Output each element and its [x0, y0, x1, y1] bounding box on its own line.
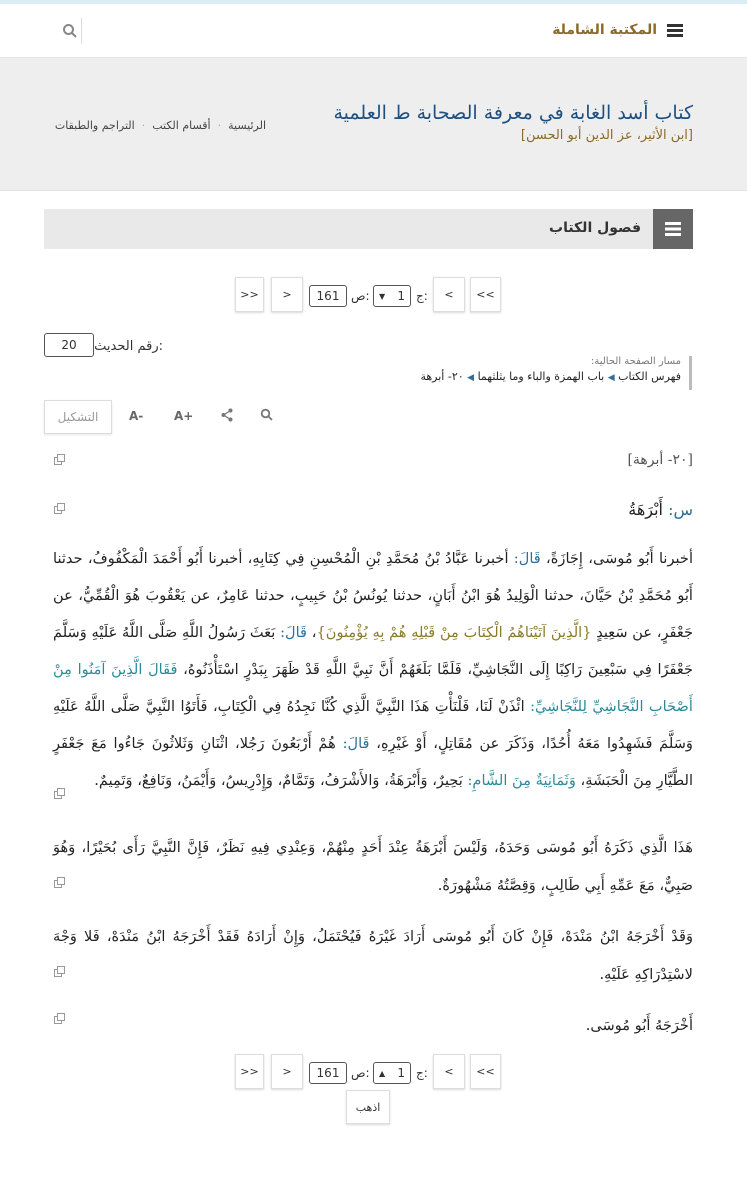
book-author[interactable]: [ابن الأثير، عز الدين أبو الحسن]: [520, 128, 693, 143]
commentary-paragraph: وَقَدْ أَخْرَجَهُ ابْنُ مَنْدَهْ، فَإِنْ كَانَ أَبُو مُوسَى أَرَادَ غَيْرَهُ فَيُحْتَمَلُ، وَإِنْ أَرَادَهُ فَقَدْ أَخْرَجَهُ ابْنُ مَنْدَهْ، فَلا وَجْهَ لاسْتِدْرَاكِهِ عَلَيْهِ.: [53, 928, 693, 983]
go-button[interactable]: اذهب: [346, 1090, 390, 1124]
commentary-paragraph: هَذَا الَّذِي ذَكَرَهُ أَبُو مُوسَى وَحَدَهُ، وَلَيْسَ أَبْرَهَةُ عِنْدَ أَحَدٍ مِنْهُمْ، وَعِنْدِي فِيهِ نَظَرٌ، فَإِنَّ النَّبِيَّ رَأَى بُحَيْرًا، وَهُوَ صَبِيٌّ، مَعَ عَمِّهِ أَبِي طَالِبٍ، وَقِصَّتُهُ مَشْهُورَةٌ.: [53, 839, 693, 894]
volume-label: ج:: [416, 289, 428, 303]
path-item[interactable]: فهرس الكتاب: [618, 370, 681, 383]
pager-last-button[interactable]: >>: [235, 277, 264, 312]
volume-label: ج:: [416, 1066, 428, 1080]
list-icon: [653, 209, 693, 249]
breadcrumb: الرئيسية·أقسام الكتب·التراجم والطبقات: [54, 119, 266, 132]
chevron-up-icon: ▲: [379, 1068, 386, 1078]
book-title[interactable]: كتاب أسد الغابة في معرفة الصحابة ط العلمية: [333, 102, 693, 124]
font-decrease-button[interactable]: A-: [129, 409, 144, 423]
pager-next-button[interactable]: >: [271, 277, 303, 312]
volume-select[interactable]: ▼ 1: [373, 285, 411, 307]
search-icon: [62, 23, 78, 39]
hadith-number-input[interactable]: 20: [44, 333, 94, 357]
share-icon[interactable]: [221, 408, 233, 425]
chapters-panel-label: فصول الكتاب: [549, 220, 641, 236]
tashkeel-button[interactable]: التشكيل: [44, 400, 112, 434]
text-toolbar: [44, 400, 274, 434]
entry-heading: [٢٠- أبرهة]: [627, 452, 693, 468]
breadcrumb-home[interactable]: الرئيسية: [228, 119, 266, 132]
commentary-paragraph: أَخْرَجَهُ أَبُو مُوسَى.: [585, 1017, 693, 1034]
chevron-left-icon: ◀: [607, 373, 615, 383]
breadcrumb-sections[interactable]: أقسام الكتب: [152, 119, 211, 132]
path-item[interactable]: ٢٠- أبرهة: [420, 370, 464, 383]
page-input[interactable]: 161: [309, 285, 347, 307]
pager-first-button[interactable]: <<: [470, 1054, 501, 1089]
path-item[interactable]: باب الهمزة والباء وما يثلثهما: [477, 370, 605, 383]
pager-next-button[interactable]: >: [271, 1054, 303, 1089]
pager-prev-button[interactable]: <: [433, 277, 465, 312]
chevron-left-icon: ◀: [467, 373, 475, 383]
page-label: ص:: [351, 289, 370, 303]
path-heading: مسار الصفحة الحالية:: [590, 356, 681, 367]
volume-select[interactable]: ▲ 1: [373, 1062, 411, 1084]
site-brand[interactable]: المكتبة الشاملة: [552, 22, 657, 38]
hadith-number-label: رقم الحديث:: [94, 339, 163, 354]
page-label: ص:: [351, 1066, 370, 1080]
pager-first-button[interactable]: <<: [470, 277, 501, 312]
page-input[interactable]: 161: [309, 1062, 347, 1084]
current-path: [402, 356, 692, 390]
font-increase-button[interactable]: A+: [174, 409, 194, 423]
menu-icon[interactable]: [667, 24, 683, 37]
entry-name-paragraph: س: أَبْرَهَةُ: [628, 500, 693, 519]
pager-last-button[interactable]: >>: [235, 1054, 264, 1089]
chapters-panel[interactable]: [44, 209, 693, 249]
pager-prev-button[interactable]: <: [433, 1054, 465, 1089]
narration-paragraph: أخبرنا أَبُو مُوسَى، إِجَازَةً، قَالَ: أخبرنا عَبَّادُ بْنُ مُحَمَّدِ بْنِ الْمُحْسِنِ فِي كِتَابِهِ، أخبرنا أَبُو أَحْمَدَ الْمَكْفُوفُ، حدثنا أَبُو مُحَمَّدِ بْنُ حَيَّانَ، حدثنا الْوَلِيدُ هُوَ ابْنُ أَبَانٍ، حدثنا يُونُسُ بْنُ حَبِيبٍ، حدثنا عَامِرٌ، عن يَعْقُوبَ هُوَ الْقُمِّيُّ، عن جَعْفَرٍ، عن سَعِيدٍ {الَّذِينَ آتَيْنَاهُمُ الْكِتَابَ مِنْ قَبْلِهِ هُمْ بِهِ يُؤْمِنُونَ}، قَالَ: بَعَثَ رَسُولُ اللَّهِ صَلَّى اللَّهُ عَلَيْهِ وَسَلَّمَ جَعْفَرًا فِي سَبْعِينَ رَاكِبًا إِلَى النَّجَاشِيِّ، فَلَمَّا بَلَغَهُمْ أَنَّ نَبِيَّ اللَّهِ قَدْ ظَهَرَ بِبَدْرٍ اسْتَأْذَنُوهُ، فَقَالَ الَّذِينَ آمَنُوا مِنْ أَصْحَابِ النَّجَاشِيِّ لِلنَّجَاشِيِّ: ائْذَنْ لَنَا، فَلْنَأْتِ هَذَا النَّبِيَّ الَّذِي كُنَّا نَجِدُهُ فِي الْكِتَابِ، فَأَتَوُا النَّبِيَّ صَلَّى اللَّهُ عَلَيْهِ وَسَلَّمَ فَشَهِدُوا مَعَهُ أُحُدًا، وَذَكَرَ عن مُقَاتِلٍ، أَوْ غَيْرِهِ، قَالَ: هُمْ أَرْبَعُونَ رَجُلا، اثْنَانِ وَثَلاثُونَ جَاءُوا مَعَ جَعْفَرٍ الطَّيَّارِ مِنَ الْحَبَشَةِ، وَثَمَانِيَةٌ مِنَ الشَّامِ: بَحِيرٌ، وَأَبْرَهَةُ، وَالأَشْرَفُ، وَتَمَّامٌ، وَإِدْرِيسُ، وَأَيْمَنُ، وَنَافِعٌ، وَتَمِيمٌ.: [53, 550, 693, 789]
breadcrumb-category[interactable]: التراجم والطبقات: [54, 119, 135, 132]
chevron-down-icon: ▼: [379, 291, 386, 301]
search-in-text-icon[interactable]: [260, 408, 273, 424]
search-button[interactable]: [60, 18, 82, 44]
